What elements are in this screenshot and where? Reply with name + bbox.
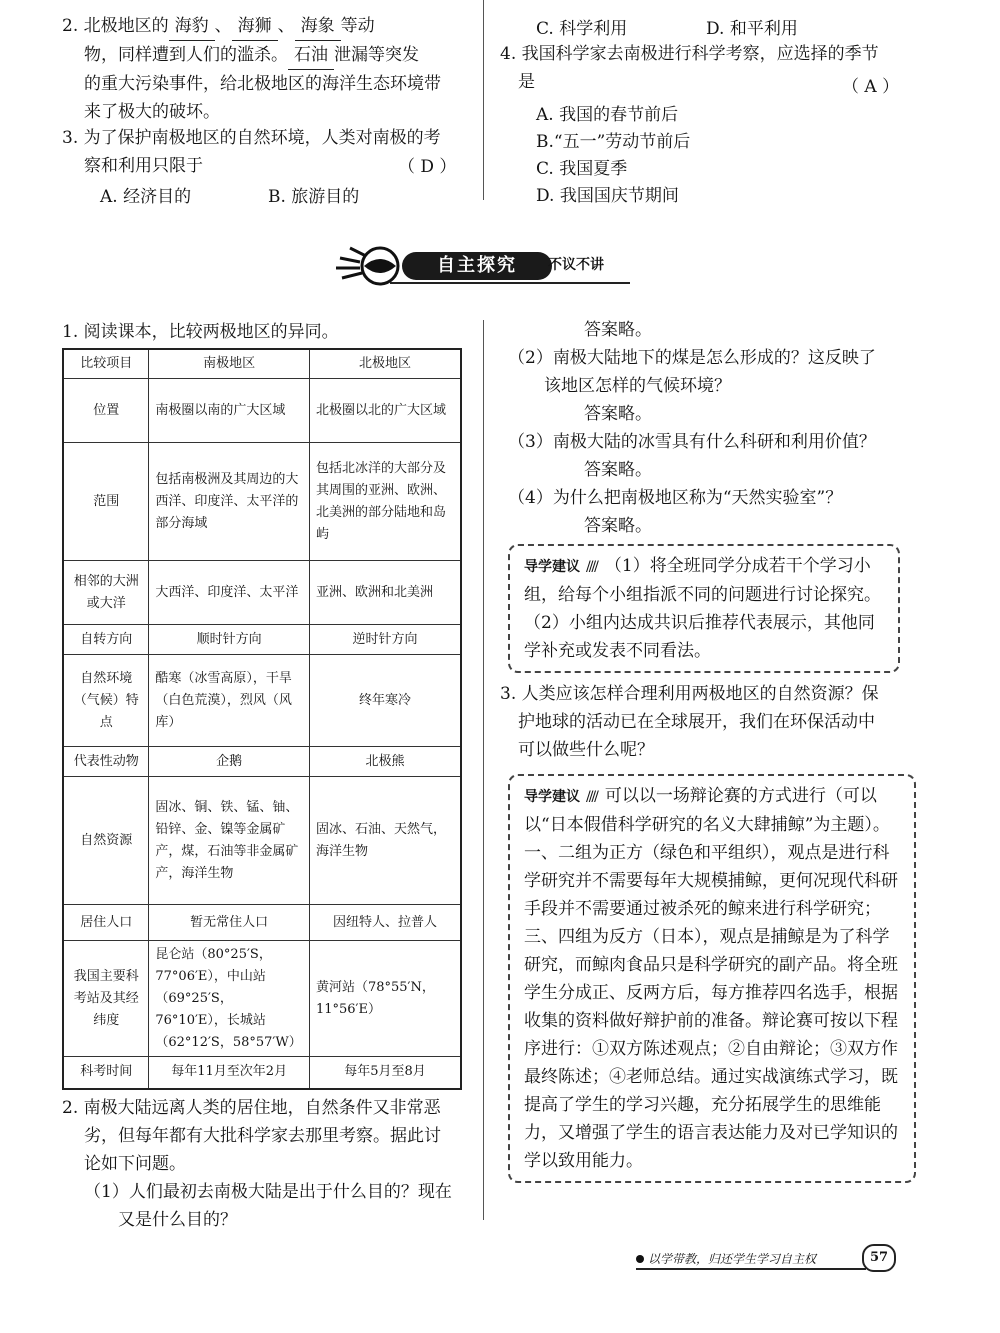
table-cell: 亚洲、欧洲和北美洲	[309, 561, 461, 625]
table-row	[63, 777, 461, 905]
q3-text: 察和利用只限于	[84, 156, 203, 176]
q4-number: 4.	[500, 44, 517, 64]
banner-underline	[390, 282, 630, 284]
page-number: 57	[862, 1244, 896, 1272]
table-row	[63, 941, 461, 1057]
section2-question-3: （3）南极大陆的冰雪具有什么科研和利用价值？	[508, 432, 876, 452]
q3-option-a: A. 经济目的	[100, 187, 192, 207]
row-label: 范围	[63, 443, 149, 561]
section-subtitle: 不议不讲	[548, 257, 604, 273]
table-cell: 酷寒（冰雪高原），干旱（白色荒漠），烈风（风库）	[149, 655, 310, 747]
q4-option-c: C. 我国夏季	[536, 159, 628, 179]
q4-option-b: B.“五一”劳动节前后	[536, 132, 691, 152]
section-banner	[330, 238, 630, 288]
table-cell: 固冰、石油、天然气，海洋生物	[309, 777, 461, 905]
q2-answer-blank-3: 海象	[295, 12, 341, 41]
q2-text: 来了极大的破坏。	[84, 102, 220, 122]
table-header-cell: 北极地区	[309, 349, 461, 379]
question-2	[62, 12, 482, 126]
table-row	[63, 747, 461, 777]
answer-omitted: 答案略。	[584, 516, 652, 536]
hatch-icon: ////	[586, 789, 597, 805]
guide-text: （1）将全班同学分成若干个学习小组，给每个小组指派不同的问题进行讨论探究。（2）小组内达成共识后推荐代表展示，其他同学补充或发表不同看法。	[524, 556, 881, 661]
q3-option-b: B. 旅游目的	[268, 187, 360, 207]
q3-option-c: C. 科学利用	[536, 19, 628, 39]
table-cell: 固冰、铜、铁、锰、铀、铅锌、金、镍等金属矿产，煤，石油等非金属矿产，海洋生物	[149, 777, 310, 905]
section-2-continued	[508, 316, 928, 540]
footer-rule	[636, 1268, 866, 1270]
q3-option-d: D. 和平利用	[706, 19, 798, 39]
q4-option-d: D. 我国国庆节期间	[536, 186, 679, 206]
guide-box-2	[508, 774, 916, 1183]
table-cell: 昆仑站（80°25′S，77°06′E），中山站（69°25′S，76°10′E），长城站（62°12′S，58°57′W）	[149, 941, 310, 1057]
guide-tag: 导学建议	[524, 789, 580, 805]
section-3	[500, 680, 930, 764]
column-divider-bottom	[483, 320, 484, 1220]
q2-text: 的重大污染事件，给北极地区的海洋生态环境带	[84, 74, 441, 94]
table-cell: 暂无常住人口	[149, 905, 310, 941]
row-label: 我国主要科考站及其经纬度	[63, 941, 149, 1057]
section3-text: 3. 人类应该怎样合理利用两极地区的自然资源？保	[500, 684, 879, 704]
table-row	[63, 379, 461, 443]
table-row	[63, 443, 461, 561]
comparison-table	[62, 348, 462, 1090]
q2-text: 泄漏等突发	[334, 45, 419, 65]
table-row	[63, 1057, 461, 1089]
table-cell: 南极圈以南的广大区域	[149, 379, 310, 443]
row-label: 代表性动物	[63, 747, 149, 777]
table-row	[63, 561, 461, 625]
table-cell: 每年11月至次年2月	[149, 1057, 310, 1089]
table-header-row	[63, 349, 461, 379]
table-cell: 包括南极洲及其周边的大西洋、印度洋、太平洋的部分海域	[149, 443, 310, 561]
table-cell: 包括北冰洋的大部分及其周围的亚洲、欧洲、北美洲的部分陆地和岛屿	[309, 443, 461, 561]
column-divider-top	[483, 0, 484, 200]
row-label: 相邻的大洲或大洋	[63, 561, 149, 625]
table-cell: 北极圈以北的广大区域	[309, 379, 461, 443]
row-label: 位置	[63, 379, 149, 443]
footer-text: 以学带教，归还学生学习自主权	[648, 1252, 817, 1266]
section-2	[62, 1094, 482, 1234]
q2-answer-blank-2: 海狮	[232, 12, 278, 41]
table-cell: 企鹅	[149, 747, 310, 777]
bullet-icon	[636, 1255, 644, 1263]
q3-number: 3.	[62, 128, 79, 148]
answer-omitted: 答案略。	[584, 404, 652, 424]
section2-question-2: 该地区怎样的气候环境？	[544, 376, 731, 396]
q3-text: 为了保护南极地区的自然环境，人类对南极的考	[83, 128, 441, 148]
table-cell: 顺时针方向	[149, 625, 310, 655]
table-cell: 终年寒冷	[309, 655, 461, 747]
table-cell: 大西洋、印度洋、太平洋	[149, 561, 310, 625]
q2-answer-blank-1: 海豹	[169, 12, 215, 41]
table-cell: 北极熊	[309, 747, 461, 777]
section1-title: 1. 阅读课本，比较两极地区的异同。	[62, 322, 339, 342]
table-cell: 黄河站（78°55′N，11°56′E）	[309, 941, 461, 1057]
separator: 、	[277, 16, 295, 36]
footer-slogan	[636, 1250, 816, 1267]
guide-text: 可以以一场辩论赛的方式进行（可以以“日本假借科学研究的名义大肆捕鲸”为主题）。一、二组为正方（绿色和平组织），观点是进行科学研究并不需要每年大规模捕鲸，更何况现代科研手段并不需要通过被杀死的鲸来进行科学研究；三、四组为反方（日本），观点是捕鲸是为了科学研究，而鲸肉食品只是科学研究的副产品。将全班学生分成正、反两方后，每方推荐四名选手，根据收集的资料做好辩护前的准备。辩论赛可按以下程序进行：①双方陈述观点；②自由辩论；③双方作最终陈述；④老师总结。通过实战演练式学习，既提高了学生的学习兴趣，充分拓展学生的思维能力，又增强了学生的语言表达能力及对已学知识的学以致用能力。	[524, 786, 898, 1171]
section2-text: 2. 南极大陆远离人类的居住地，自然条件又非常恶	[62, 1098, 441, 1118]
section2-question-2: （2）南极大陆地下的煤是怎么形成的？这反映了	[508, 348, 876, 368]
q4-text: 我国科学家去南极进行科学考察，应选择的季节	[521, 44, 879, 64]
section-title: 自主探究	[402, 252, 552, 280]
row-label: 自然环境（气候）特点	[63, 655, 149, 747]
q2-number: 2.	[62, 16, 79, 36]
section3-text: 护地球的活动已在全球展开，我们在环保活动中	[518, 712, 875, 732]
q2-text: 等动	[340, 16, 375, 36]
guide-box-1	[508, 544, 900, 673]
section2-question-1: 又是什么目的？	[118, 1210, 237, 1230]
row-label: 自然资源	[63, 777, 149, 905]
q2-text: 北极地区的	[83, 16, 169, 36]
hatch-icon: ////	[586, 559, 597, 575]
section2-question-4: （4）为什么把南极地区称为“天然实验室”？	[508, 488, 843, 508]
table-header-cell: 比较项目	[63, 349, 149, 379]
guide-tag: 导学建议	[524, 559, 580, 575]
table-cell: 每年5月至8月	[309, 1057, 461, 1089]
row-label: 居住人口	[63, 905, 149, 941]
q2-answer-blank-4: 石油	[288, 41, 334, 70]
answer-omitted: 答案略。	[584, 460, 652, 480]
table-cell: 逆时针方向	[309, 625, 461, 655]
section2-text: 劣，但每年都有大批科学家去那里考察。据此讨	[84, 1126, 441, 1146]
row-label: 科考时间	[63, 1057, 149, 1089]
table-row	[63, 655, 461, 747]
q3-answer: （ D ）	[398, 157, 457, 177]
section2-text: 论如下问题。	[84, 1154, 186, 1174]
q2-text: 物，同样遭到人们的滥杀。	[84, 45, 288, 65]
section3-text: 可以做些什么呢？	[518, 740, 654, 760]
table-row	[63, 625, 461, 655]
separator: 、	[214, 16, 232, 36]
q4-option-a: A. 我国的春节前后	[536, 105, 679, 125]
q4-answer: （ A ）	[842, 77, 900, 97]
table-header-cell: 南极地区	[149, 349, 310, 379]
table-cell: 因纽特人、拉普人	[309, 905, 461, 941]
q4-text: 是	[518, 72, 535, 92]
section2-question-1: （1）人们最初去南极大陆是出于什么目的？现在	[84, 1182, 452, 1202]
table-row	[63, 905, 461, 941]
answer-omitted: 答案略。	[584, 320, 652, 340]
row-label: 自转方向	[63, 625, 149, 655]
